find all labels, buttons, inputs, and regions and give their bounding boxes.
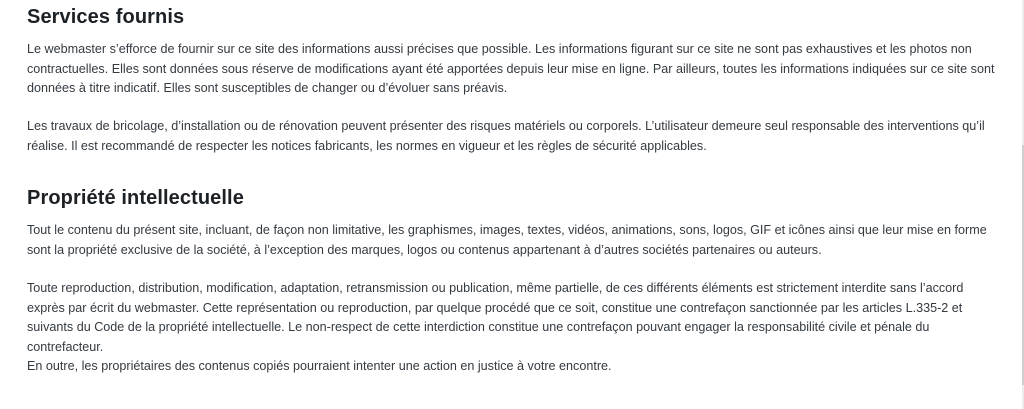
intellectual-property-paragraph: En outre, les propriétaires des contenus copiés pourraient intenter une action en justice à votre encontre. — [27, 359, 612, 373]
section-title-intellectual-property: Propriété intellectuelle — [27, 187, 244, 209]
intellectual-property-paragraph: Toute reproduction, distribution, modification, adaptation, retransmission ou publication, même partielle, de ces différents éléments est strictement interdite sans l’accord exprès par écrit du webmaster. Cette représentation ou reproduction, par quelque procédé que ce soit, constitue une contrefaçon sanctionnée par les articles L.335-2 et suivants du Code de la propriété intellectuelle. Le non-respect de cette interdiction constitue une contrefaçon pouvant engager la responsabilité civile et pénale du contrefacteur. — [27, 281, 964, 354]
services-paragraph: Les travaux de bricolage, d’installation ou de rénovation peuvent présenter des risques matériels ou corporels. L’utilisateur demeure seul responsable des interventions qu’il réalise. Il est recommandé de respecter les notices fabricants, les normes en vigueur et les règles de sécurité applicables. — [27, 119, 985, 153]
services-paragraph: Le webmaster s’efforce de fournir sur ce site des informations aussi précises que possible. Les informations figurant sur ce site ne sont pas exhaustives et les photos non contractuelles. Elles sont données sous réserve de modifications ayant été apportées depuis leur mise en ligne. Par ailleurs, toutes les informations indiquées sur ce site sont données à titre indicatif. Elles sont susceptibles de changer ou d’évoluer sans préavis. — [27, 42, 995, 95]
intellectual-property-paragraph: Tout le contenu du présent site, incluant, de façon non limitative, les graphismes, images, textes, vidéos, animations, sons, logos, GIF et icônes ainsi que leur mise en forme sont la propriété exclusive de la société, à l’exception des marques, logos ou contenus appartenant à d’autres sociétés partenaires ou auteurs. — [27, 223, 987, 257]
section-title-services: Services fournis — [27, 6, 185, 28]
